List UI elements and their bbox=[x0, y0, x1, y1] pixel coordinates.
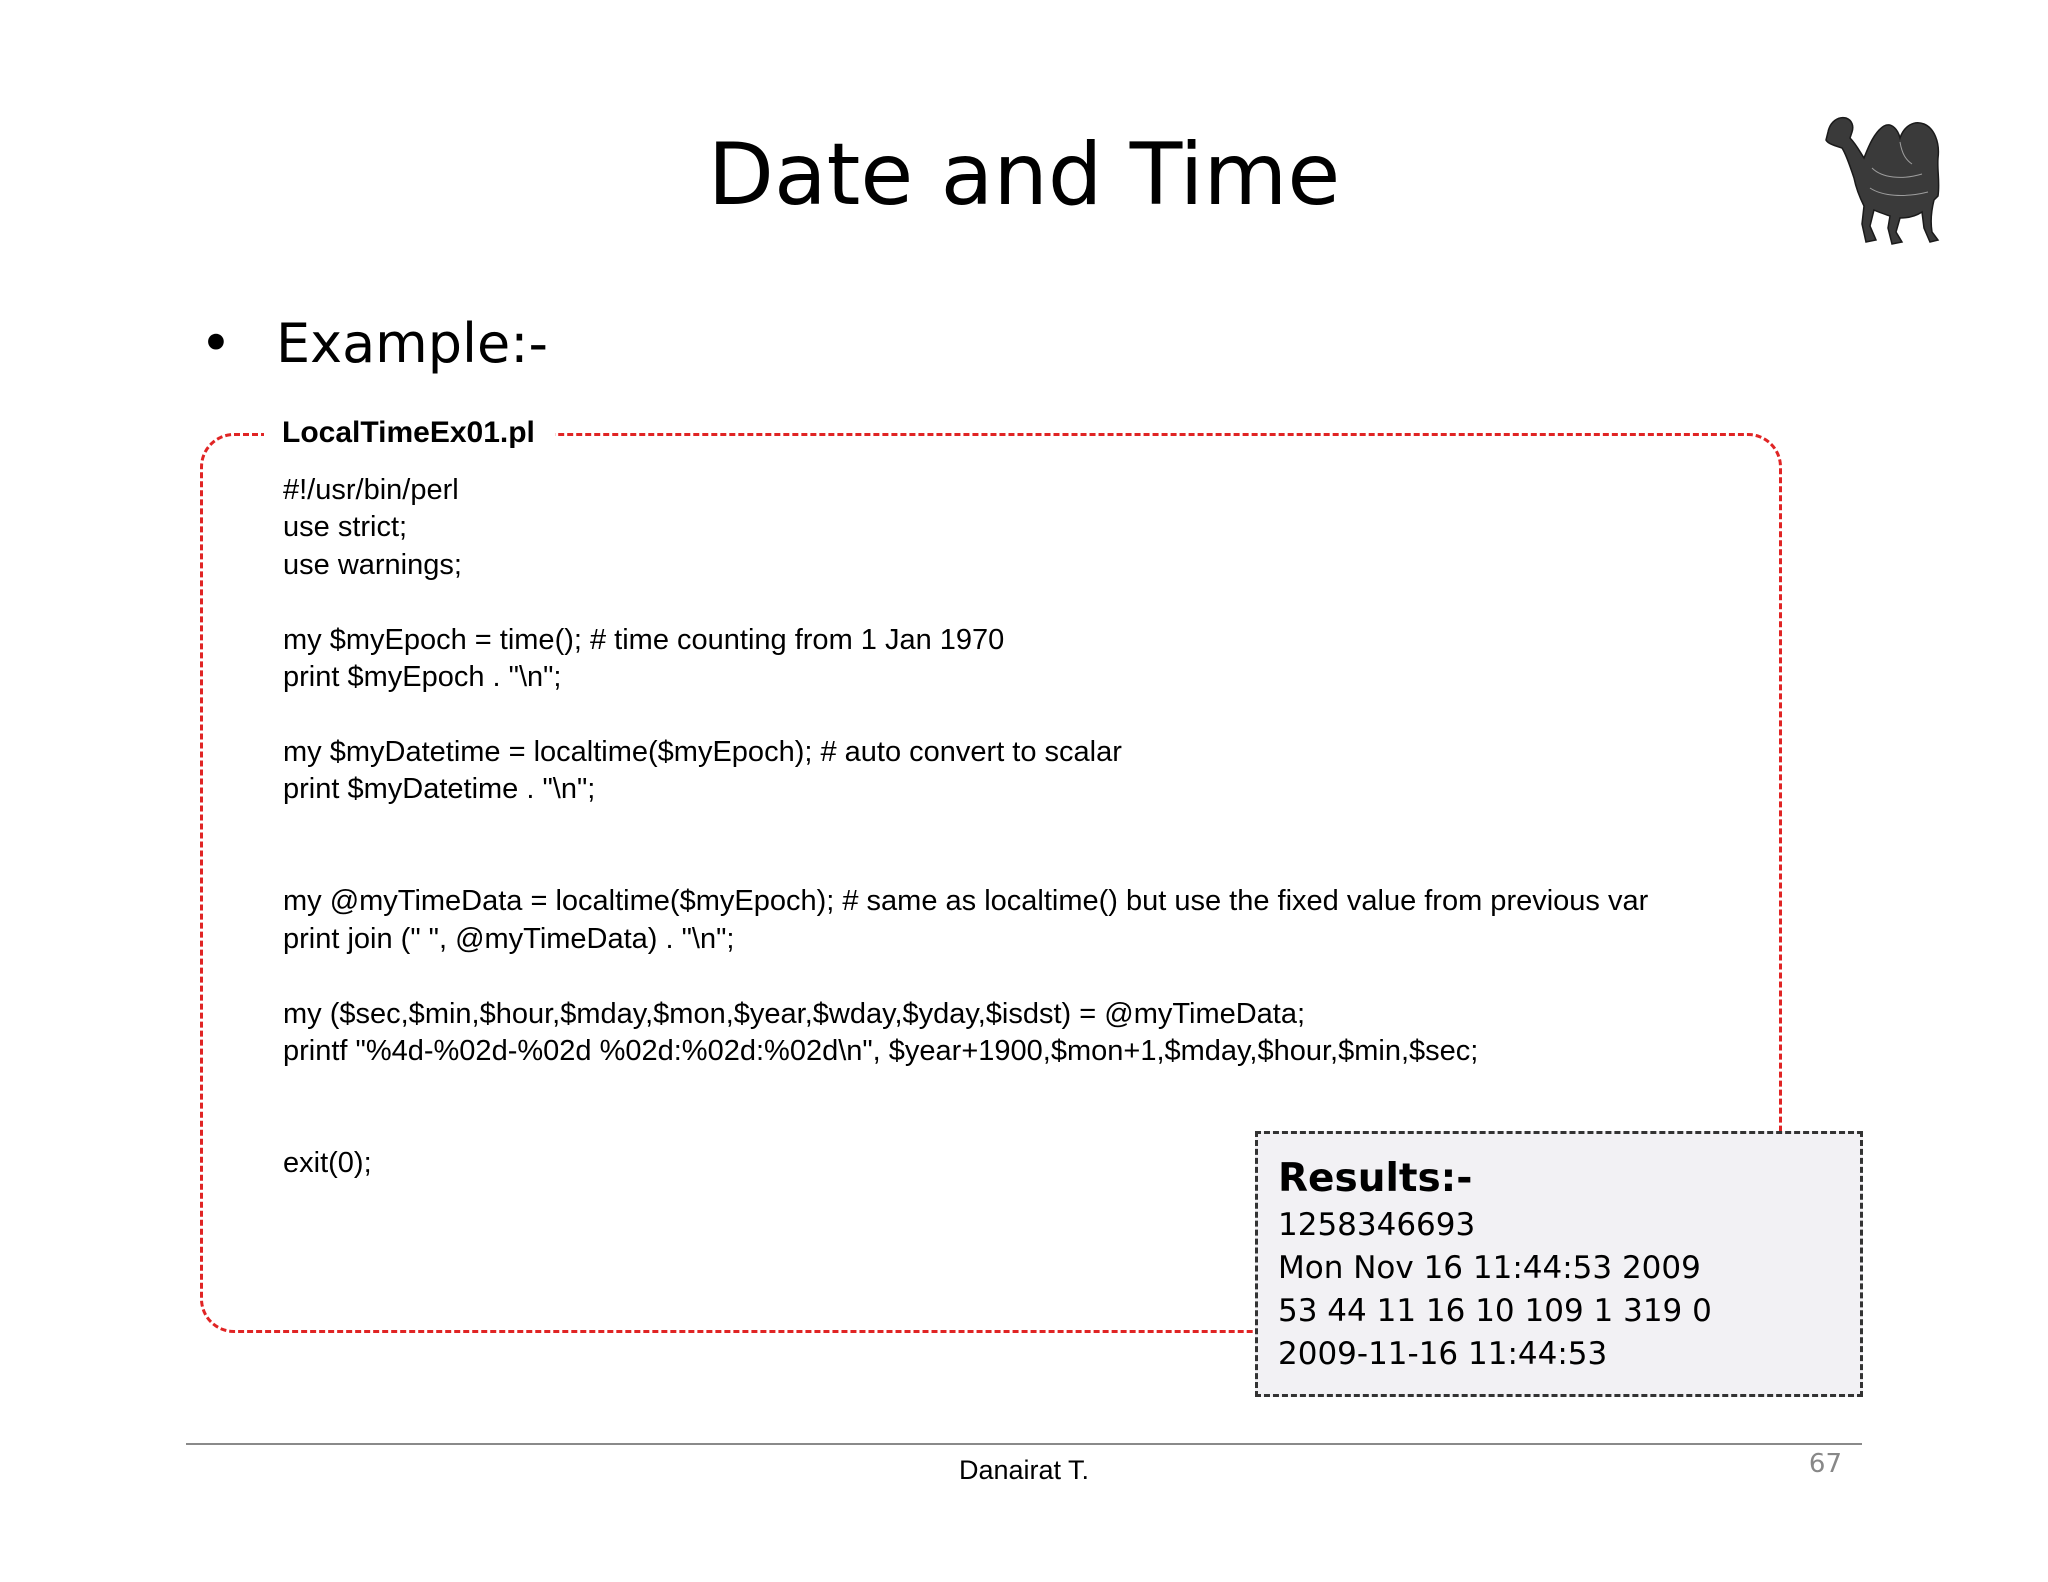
code-filename: LocalTimeEx01.pl bbox=[264, 412, 555, 454]
bullet-icon: • bbox=[200, 312, 232, 375]
results-line: 53 44 11 16 10 109 1 319 0 bbox=[1278, 1293, 1712, 1329]
footer-author: Danairat T. bbox=[958, 1455, 1090, 1485]
perl-code: #!/usr/bin/perl use strict; use warnings; my $myEpoch = time(); # time counting from 1 Jan 1970 print $myEpoch . "\n"; my $myDatetime = localtime($myEpoch); # auto convert to scalar print $myDatetime . "\n"; my @myTimeData = localtime($myEpoch); # same as localtime() but use the fixed value from previous var print join (" ", @myTimeData) . "\n"; my ($sec,$min,$hour,$mday,$mon,$year,$wday,$yday,$isdst) = @myTimeData; printf "%4d-%02d-%02d %02d:%02d:%02d\n", $year+1900,$mon+1,$mday,$hour,$min,$sec; exit(0); bbox=[283, 474, 1649, 1180]
bullet-text: Example:- bbox=[276, 312, 548, 375]
perl-camel-logo bbox=[1812, 108, 1950, 252]
results-line: 2009-11-16 11:44:53 bbox=[1278, 1336, 1608, 1372]
bullet-example bbox=[200, 306, 548, 382]
footer-divider bbox=[186, 1443, 1862, 1445]
results-line: 1258346693 bbox=[1278, 1207, 1476, 1243]
results-box bbox=[1255, 1131, 1863, 1397]
slide-title: Date and Time bbox=[707, 125, 1341, 225]
results-title: Results:- bbox=[1278, 1156, 1473, 1201]
page-number: 67 bbox=[1808, 1449, 1842, 1479]
results-line: Mon Nov 16 11:44:53 2009 bbox=[1278, 1250, 1701, 1286]
